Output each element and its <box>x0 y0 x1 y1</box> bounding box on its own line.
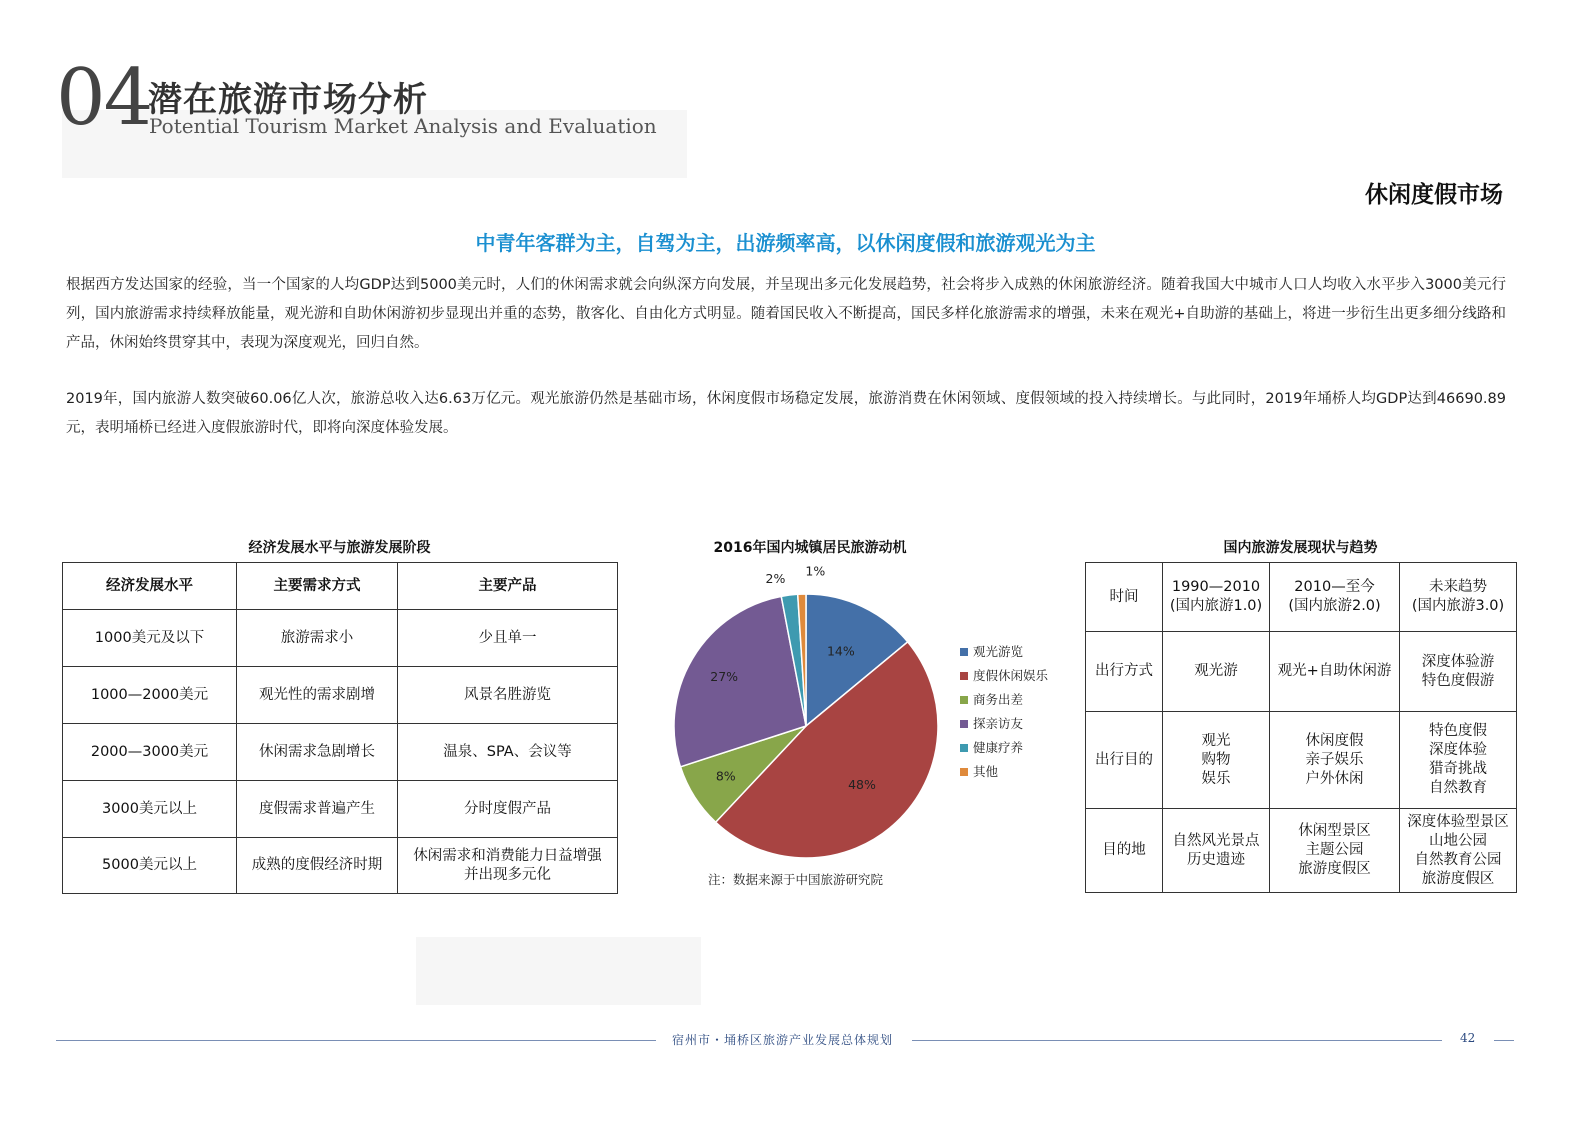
table-header: 主要需求方式 <box>237 563 398 610</box>
chart-legend <box>960 640 1048 784</box>
footer-rule-mid <box>912 1040 1442 1041</box>
table-cell: 深度体验型景区 山地公园 自然教育公园 旅游度假区 <box>1400 809 1517 893</box>
pie-label-5: 2% <box>765 570 786 586</box>
pie-label-2: 48% <box>848 777 876 793</box>
table-cell: 深度体验游 特色度假游 <box>1400 632 1517 712</box>
chapter-number: 04 <box>56 53 152 143</box>
table-cell: 2000—3000美元 <box>63 724 237 781</box>
legend-item <box>960 688 1048 712</box>
pie-label-4: 27% <box>710 669 739 685</box>
chapter-title: 潜在旅游市场分析 <box>148 80 428 120</box>
table1-title: 经济发展水平与旅游发展阶段 <box>248 540 431 556</box>
table-cell: 休闲型景区 主题公园 旅游度假区 <box>1270 809 1400 893</box>
table-cell: 观光 购物 娱乐 <box>1163 712 1270 809</box>
pie-chart <box>660 560 950 874</box>
legend-item <box>960 712 1048 736</box>
table-cell: 旅游需求小 <box>237 610 398 667</box>
table2-title: 国内旅游发展现状与趋势 <box>1223 540 1378 556</box>
table-cell: 出行目的 <box>1086 712 1163 809</box>
pie-chart-svg <box>660 560 950 870</box>
legend-label: 观光游览 <box>973 644 1024 659</box>
legend-swatch <box>960 672 968 680</box>
legend-swatch <box>960 768 968 776</box>
legend-label: 探亲访友 <box>973 716 1024 731</box>
bottom-shade <box>416 937 701 1005</box>
legend-label: 其他 <box>973 764 999 779</box>
chart-note: 注：数据来源于中国旅游研究院 <box>708 872 884 887</box>
tourism-trend-table <box>1085 562 1517 893</box>
table-cell: 观光游 <box>1163 632 1270 712</box>
economy-stage-table <box>62 562 618 894</box>
table-cell: 休闲度假 亲子娱乐 户外休闲 <box>1270 712 1400 809</box>
table-cell: 1990—2010 (国内旅游1.0) <box>1163 563 1270 632</box>
table-cell: 5000美元以上 <box>63 838 237 894</box>
paragraph-1: 根据西方发达国家的经验，当一个国家的人均GDP达到5000美元时，人们的休闲需求就会向纵深方向发展，并呈现出多元化发展趋势，社会将步入成熟的休闲旅游经济。随着我国大中城市人口人均收入水平步入3000美元行列，国内旅游需求持续释放能量，观光游和自助休闲游初步显现出并重的态势，散客化、自由化方式明显。随着国民收入不断提高，国民多样化旅游需求的增强，未来在观光+自助游的基础上，将进一步衍生出更多细分线路和产品，休闲始终贯穿其中，表现为深度观光，回归自然。 <box>66 277 1506 351</box>
table-cell: 1000—2000美元 <box>63 667 237 724</box>
chapter-subtitle: Potential Tourism Market Analysis and Evaluation <box>149 114 657 138</box>
table-cell: 休闲需求急剧增长 <box>237 724 398 781</box>
table-cell: 观光性的需求剧增 <box>237 667 398 724</box>
legend-item <box>960 640 1048 664</box>
table-header: 经济发展水平 <box>63 563 237 610</box>
legend-swatch <box>960 696 968 704</box>
table-cell: 3000美元以上 <box>63 781 237 838</box>
page-number: 42 <box>1460 1031 1476 1045</box>
legend-label: 商务出差 <box>973 692 1024 707</box>
table-cell: 温泉、SPA、会议等 <box>398 724 618 781</box>
table-cell: 1000美元及以下 <box>63 610 237 667</box>
table-cell: 休闲需求和消费能力日益增强 并出现多元化 <box>398 838 618 894</box>
footer-rule-left <box>56 1040 656 1041</box>
table-cell: 少且单一 <box>398 610 618 667</box>
pie-label-1: 14% <box>826 643 855 659</box>
table-cell: 风景名胜游览 <box>398 667 618 724</box>
table-cell: 观光+自助休闲游 <box>1270 632 1400 712</box>
table-cell: 特色度假 深度体验 猎奇挑战 自然教育 <box>1400 712 1517 809</box>
table-cell: 2010—至今 (国内旅游2.0) <box>1270 563 1400 632</box>
table-cell: 未来趋势 (国内旅游3.0) <box>1400 563 1517 632</box>
table-cell: 自然风光景点 历史遗迹 <box>1163 809 1270 893</box>
legend-item <box>960 736 1048 760</box>
legend-swatch <box>960 648 968 656</box>
headline: 中青年客群为主，自驾为主，出游频率高，以休闲度假和旅游观光为主 <box>475 231 1096 255</box>
legend-label: 健康疗养 <box>973 740 1024 755</box>
legend-item <box>960 664 1048 688</box>
section-title: 休闲度假市场 <box>1365 181 1503 208</box>
table-header: 主要产品 <box>398 563 618 610</box>
table-cell: 出行方式 <box>1086 632 1163 712</box>
legend-swatch <box>960 744 968 752</box>
footer-rule-right <box>1494 1040 1514 1041</box>
table-cell: 目的地 <box>1086 809 1163 893</box>
pie-label-3: 8% <box>715 768 736 784</box>
pie-label-6: 1% <box>805 563 826 579</box>
legend-item <box>960 760 1048 784</box>
table-cell: 度假需求普遍产生 <box>237 781 398 838</box>
footer-title: 宿州市・埇桥区旅游产业发展总体规划 <box>672 1033 894 1047</box>
legend-swatch <box>960 720 968 728</box>
table-cell: 时间 <box>1086 563 1163 632</box>
table-cell: 成熟的度假经济时期 <box>237 838 398 894</box>
chart-title: 2016年国内城镇居民旅游动机 <box>713 540 907 556</box>
legend-label: 度假休闲娱乐 <box>973 668 1049 683</box>
paragraph-2: 2019年，国内旅游人数突破60.06亿人次，旅游总收入达6.63万亿元。观光旅游仍然是基础市场，休闲度假市场稳定发展，旅游消费在休闲领域、度假领域的投入持续增长。与此同时，2019年埇桥人均GDP达到46690.89元，表明埇桥已经进入度假旅游时代，即将向深度体验发展。 <box>66 391 1506 436</box>
table-cell: 分时度假产品 <box>398 781 618 838</box>
